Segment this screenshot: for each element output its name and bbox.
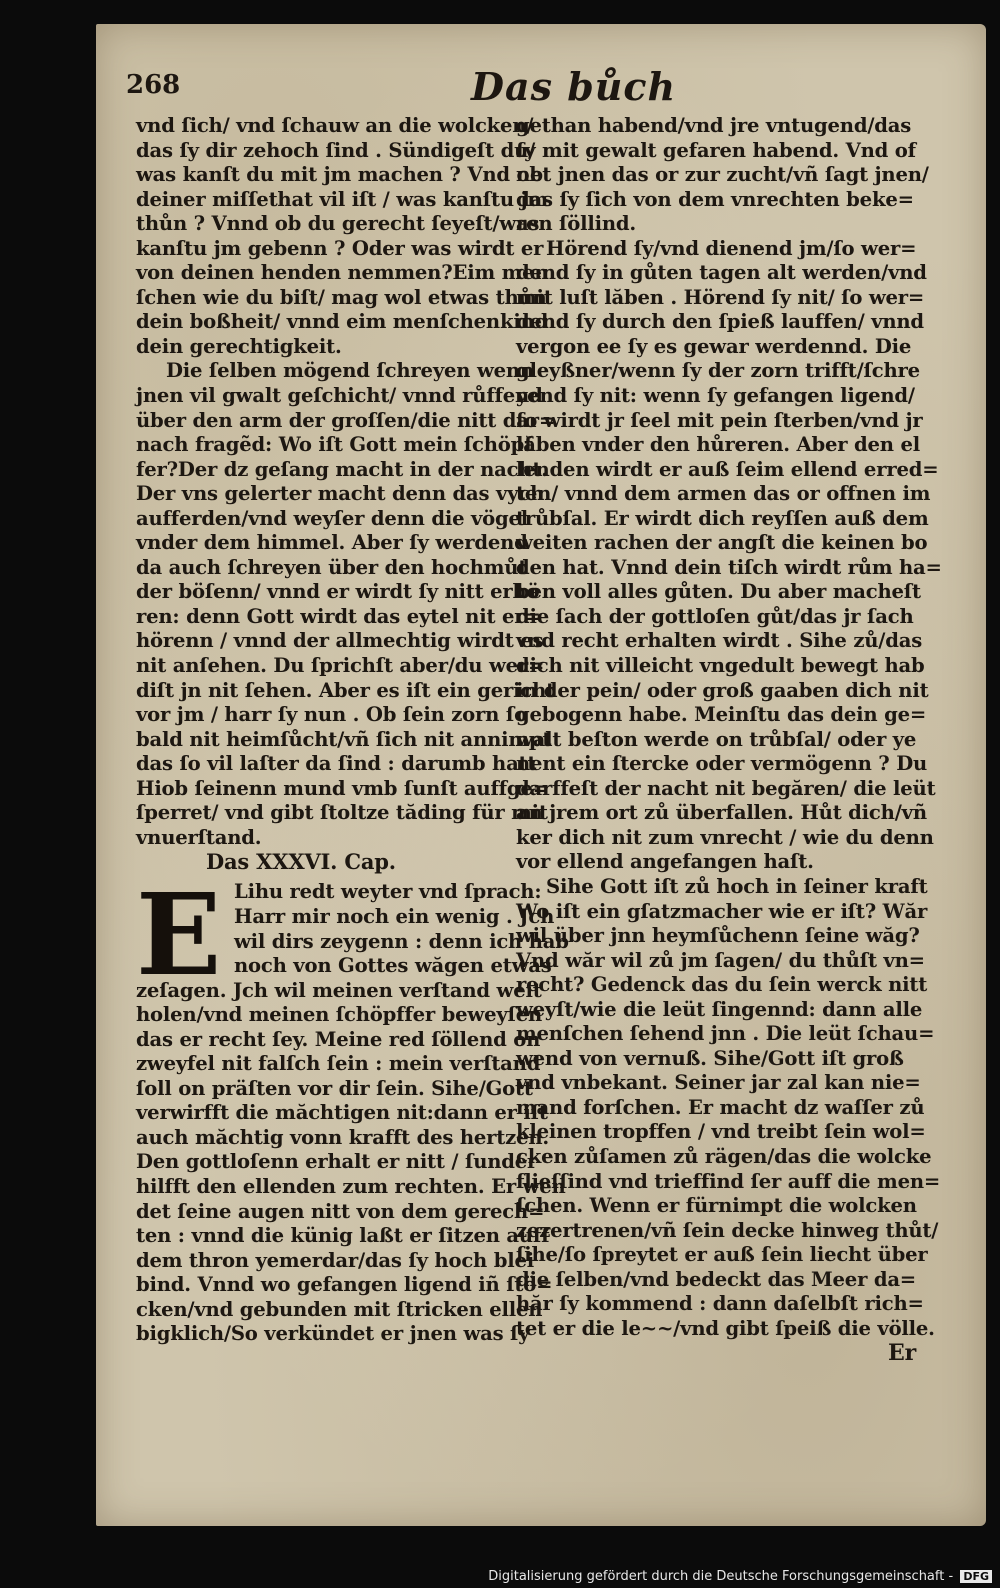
right-paragraph-1 <box>516 114 929 237</box>
text-line: Der vns gelerter macht denn das vych <box>136 482 545 506</box>
text-line: auch măchtig vonn krafft des hertzen. <box>136 1125 550 1149</box>
text-line: hörenn / vnnd der allmechtig wirdt es <box>136 629 544 653</box>
text-line: zweyfel nit falſch ſein : mein verſtand <box>136 1052 541 1076</box>
text-line: über den arm der groſſen/die nitt dar= <box>136 408 556 432</box>
text-line: dich nit villeicht vngedult bewegt hab <box>516 654 925 678</box>
text-line: gebogenn habe. Meinſtu das dein ge= <box>516 703 927 727</box>
text-line: nach fragẽd: Wo iſt Gott mein ſchöpf <box>136 433 533 457</box>
text-line: tet er die le~~/vnd gibt ſpeiß die völle. <box>516 1316 935 1340</box>
text-line: weyſt/wie die leüt ſingennd: dann alle <box>516 997 923 1021</box>
text-line: ſchen wie du biſt/ mag wol etwas thůn <box>136 285 547 309</box>
text-line: Wo iſt ein gſatzmacher wie er iſt? Wăr <box>516 899 928 923</box>
text-line: mand forſchen. Er macht dz waſſer zů <box>516 1095 925 1119</box>
text-line: deiner miſſethat vil iſt / was kanſtu jm <box>136 187 548 211</box>
text-line: aufferden/vnd weyſer denn die vögel <box>136 506 529 530</box>
text-line: wend von vernuß. Sihe/Gott iſt groß <box>516 1046 904 1070</box>
text-line: das ſo vil laſter da ſind : darumb hatt <box>136 752 537 776</box>
text-line: recht? Gedenck das du ſein werck nitt <box>516 973 928 997</box>
text-line: lăben vnder den hůreren. Aber den el <box>516 433 920 457</box>
text-line: das er recht ſey. Meine red ſöllend on <box>136 1027 541 1051</box>
text-line: trůbſal. Er wirdt dich reyſſen auß dem <box>516 506 929 530</box>
text-line: bind. Vnnd wo gefangen ligend iñ ſtö= <box>136 1273 553 1297</box>
text-line: verwirfft die măchtigen nit:dann er iſt <box>136 1101 548 1125</box>
text-line: ten/ vnnd dem armen das or offnen im <box>516 482 931 506</box>
right-paragraph-3 <box>516 874 941 1341</box>
text-line: ſihe/ſo ſpreytet er auß ſein liecht über <box>516 1243 928 1267</box>
text-line: holen/vnd meinen ſchöpffer beweyſen <box>136 1003 543 1027</box>
text-line: das ſy ſich von dem vnrechten beke= <box>516 187 914 211</box>
text-line: ſo wirdt jr ſeel mit pein ſterben/vnd jr <box>516 408 923 432</box>
text-line: die ſelben/vnd bedeckt das Meer da= <box>516 1267 917 1291</box>
text-line: walt beſton werde on trůbſal/ oder ye <box>516 727 917 751</box>
text-line: zeſagen. Jch wil meinen verſtand weit <box>136 978 542 1002</box>
running-head <box>126 64 962 114</box>
drop-cap: E <box>136 870 222 1002</box>
text-line: Hiob ſeinenn mund vmb ſunſt auffge= <box>136 776 549 800</box>
stamp-text: Digitalisierung gefördert durch die Deutsche Forschungsgemeinschaft - <box>488 1569 954 1584</box>
text-line: flieſſind vnd trieffind ſer auff die men= <box>516 1169 941 1193</box>
text-line: zezertrenen/vñ ſein decke hinweg thůt/ <box>516 1218 939 1242</box>
text-line: ren ſöllind. <box>516 212 637 236</box>
text-line: diſt jn nit ſehen. Aber es iſt ein gericht <box>136 678 555 702</box>
text-line: jnen vil gwalt geſchicht/ vnnd růffend <box>136 384 543 408</box>
text-line: Vnd wăr wil zů jm ſagen/ du thůſt vn= <box>516 948 925 972</box>
text-line: cken zůſamen zů rägen/das die wolcke <box>516 1144 932 1168</box>
text-line: Die ſelben mögend ſchreyen wenn <box>166 359 534 383</box>
text-line: noch von Gottes wăgen etwas <box>234 954 552 978</box>
text-line: det ſeine augen nitt von dem gerech= <box>136 1199 545 1223</box>
text-line: vnd recht erhalten wirdt . Sihe zů/das <box>516 629 923 653</box>
text-line: kanſtu jm gebenn ? Oder was wirdt er <box>136 236 544 260</box>
book-title: Das bůch <box>471 64 677 109</box>
left-paragraph-3 <box>136 978 566 1347</box>
text-line: ſy mit gewalt gefaren habend. Vnd of <box>516 138 916 162</box>
text-line: weiten rachen der angſt die keinen bo <box>516 531 928 555</box>
text-line: ſoll on präſten vor dir ſein. Sihe/Gott <box>136 1076 533 1100</box>
left-paragraph-2 <box>136 359 556 850</box>
page-number: 268 <box>126 70 181 100</box>
text-line: dend ſy durch den ſpieß lauffen/ vnnd <box>516 310 924 334</box>
text-line: ben voll alles gůten. Du aber macheſt <box>516 580 921 604</box>
dfg-logo: DFG <box>960 1570 992 1583</box>
text-line: net jnen das or zur zucht/vñ ſagt jnen/ <box>516 163 929 187</box>
text-line: den hat. Vnnd dein tiſch wirdt rům ha= <box>516 555 942 579</box>
text-line: vor jm / harr ſy nun . Ob ſein zorn ſo <box>136 703 527 727</box>
text-line: Sihe Gott iſt zů hoch in ſeiner kraft <box>546 874 928 898</box>
text-line: nit anſehen. Du ſprichſt aber/du wer= <box>136 654 545 678</box>
text-line: bald nit heimſůcht/vñ ſich nit annimpt <box>136 727 552 751</box>
text-line: ker dich nit zum vnrecht / wie du denn <box>516 825 934 849</box>
text-line: dem thron yemerdar/das ſy hoch blei <box>136 1248 534 1272</box>
text-line: vnd vnbekant. Seiner jar zal kan nie= <box>516 1071 921 1095</box>
catchword: Er <box>888 1340 916 1367</box>
right-paragraph-2 <box>516 236 942 875</box>
text-line: von deinen henden nemmen?Eim men <box>136 261 549 285</box>
text-line: da auch ſchreyen über den hochmůt <box>136 555 528 579</box>
text-line: Harr mir noch ein wenig . Jch <box>234 904 555 928</box>
text-line: der böſenn/ vnnd er wirdt ſy nitt erhö <box>136 580 540 604</box>
text-line: fer?Der dz geſang macht in der nacht. <box>136 457 548 481</box>
text-line: thůn ? Vnnd ob du gerecht ſeyeſt/was <box>136 212 540 236</box>
text-line: bigklich/So verkündet er jnen was ſy <box>136 1322 530 1346</box>
text-line: ſchen. Wenn er fürnimpt die wolcken <box>516 1194 917 1218</box>
right-column <box>516 114 942 1367</box>
text-line: in der pein/ oder groß gaaben dich nit <box>516 678 929 702</box>
chapter-heading: Das XXXVI. Cap. <box>206 849 396 875</box>
text-line: mit luſt lăben . Hörend ſy nit/ ſo wer= <box>516 285 925 309</box>
text-line: was kanſt du mit jm machen ? Vnd ob <box>136 163 543 187</box>
left-paragraph-1 <box>136 114 549 359</box>
text-line: wil dirs zeygenn : denn ich hab <box>234 929 569 953</box>
text-line: vnder dem himmel. Aber ſy werdend <box>136 531 528 555</box>
text-line: cken/vnd gebunden mit ſtricken ellen <box>136 1297 543 1321</box>
text-line: vor ellend angefangen haſt. <box>516 850 814 874</box>
text-line: yend ſy nit: wenn ſy gefangen ligend/ <box>516 384 915 408</box>
digitization-stamp <box>488 1569 992 1584</box>
text-line: die ſach der gottloſen gůt/das jr ſach <box>516 604 914 628</box>
text-line: ſperret/ vnd gibt ſtoltze tăding für mit <box>136 801 548 825</box>
text-line: gleyßner/wenn ſy der zorn trifft/ſchre <box>516 359 920 383</box>
text-line: gethan habend/vnd jre vntugend/das <box>516 114 912 137</box>
text-line: lenden wirdt er auß ſeim ellend erred= <box>516 457 939 481</box>
text-line: hilfft den ellenden zum rechten. Er wen <box>136 1174 566 1198</box>
text-line: vnuerſtand. <box>136 825 262 849</box>
text-line: vnd ſich/ vnd ſchauw an die wolcken/ <box>136 114 534 137</box>
text-line: Den gottloſenn erhalt er nitt / ſunder <box>136 1150 538 1174</box>
text-line: Hörend ſy/vnd dienend jm/ſo wer= <box>546 236 917 260</box>
text-line: ten : vnnd die künig laßt er ſitzen auff <box>136 1224 550 1248</box>
book-page <box>96 24 986 1526</box>
text-line: kleinen tropffen / vnd treibt ſein wol= <box>516 1120 926 1144</box>
text-line: wil über jnn heymſůchenn ſeine wăg? <box>516 924 920 948</box>
text-line: vergon ee ſy es gewar werdennd. Die <box>516 334 912 358</box>
text-line: menſchen ſehend jnn . Die leüt ſchau= <box>516 1022 935 1046</box>
text-line: nent ein ſtercke oder vermögenn ? Du <box>516 752 928 776</box>
text-line: hăr ſy kommend : dann daſelbſt rich= <box>516 1292 924 1316</box>
text-line: darffeſt der nacht nit begăren/ die leüt <box>516 776 936 800</box>
text-line: an jrem ort zů überfallen. Hůt dich/vñ <box>516 801 927 825</box>
text-line: das ſy dir zehoch ſind . Sündigeſt du/ <box>136 138 536 162</box>
text-line: dein gerechtigkeit. <box>136 334 342 358</box>
text-line: dein boßheit/ vnnd eim menſchenkind <box>136 310 549 334</box>
text-line: ren: denn Gott wirdt das eytel nit er= <box>136 604 541 628</box>
left-column <box>136 114 569 1347</box>
text-line: dend ſy in gůten tagen alt werden/vnd <box>516 261 927 285</box>
text-line: Lihu redt weyter vnd ſprach: <box>234 880 542 904</box>
